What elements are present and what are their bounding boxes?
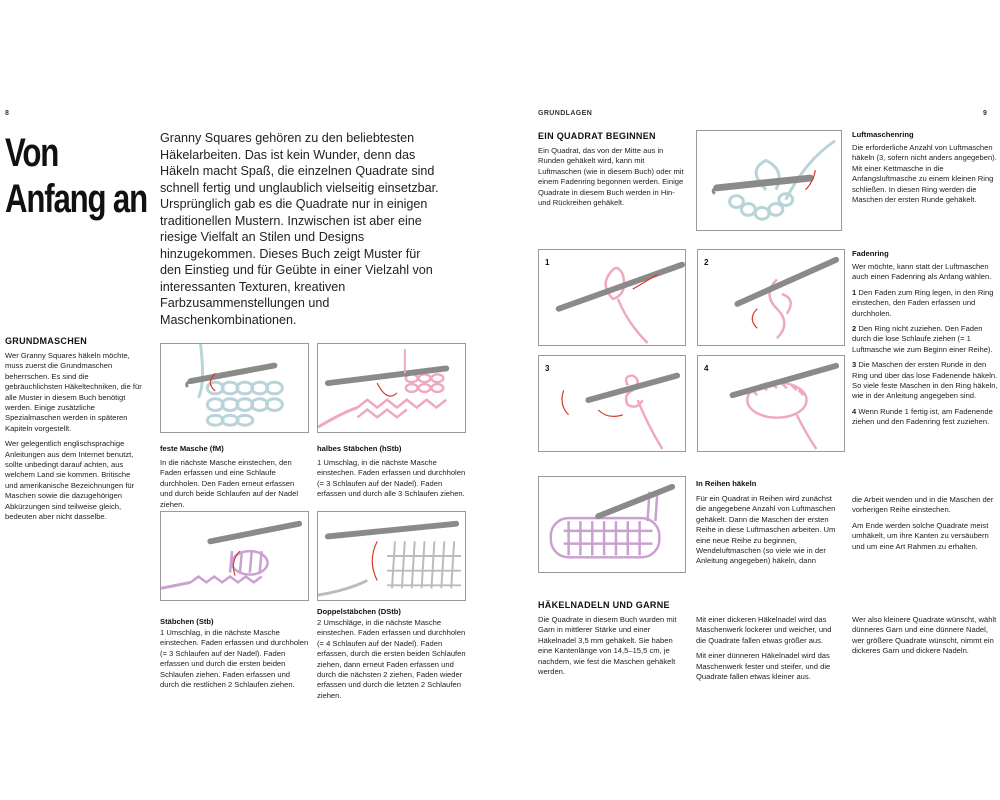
luftmaschenring-block — [852, 130, 998, 205]
nadeln-heading: HÄKELNADELN UND GARNE — [538, 600, 670, 610]
illustration-fadenring-step2 — [697, 249, 845, 346]
panel-number-4: 4 — [704, 364, 709, 373]
stitch-text-dstb: 2 Umschläge, in die nächste Masche einstechen. Faden erfassen und durchholen (= 4 Schlaufen auf der Nadel). Faden erfassen, durch die ersten beiden Schlaufen ziehen, dann erneut Faden erfassen und durch die nächsten 2 ziehen, Faden wieder erfassen und durch die letzten 2 Schlaufen ziehen. — [317, 618, 466, 700]
fadenring-step-1: 1 Den Faden zum Ring legen, in den Ring einstechen, den Faden erfassen und durchholen. — [852, 287, 994, 318]
intro-paragraph-1: Granny Squares gehören zu den beliebtesten Häkelarbeiten. Das ist kein Wunder, denn das Häkeln macht Spaß, die einzelnen Quadrate sind schnell fertig und unglaublich vielseitig einsetzbar. — [160, 131, 439, 195]
illustration-fadenring-step1 — [538, 249, 686, 346]
reihen-text-continued — [852, 495, 998, 557]
right-page-number: 9 — [983, 110, 987, 117]
fadenring-step-3: 3 Die Maschen der ersten Runde in den Ring und über das lose Fadenende häkeln. So viele feste Maschen in den Ring häkeln, wie in der Anleitung angegeben sind. — [852, 360, 998, 401]
panel-number-3: 3 — [545, 364, 550, 373]
illustration-reihen — [538, 476, 686, 573]
fadenring-block — [852, 249, 998, 428]
stitch-caption-stb: Stäbchen (Stb) — [160, 617, 214, 626]
quadrat-text: Ein Quadrat, das von der Mitte aus in Runden gehäkelt wird, kann mit Luftmaschen (wie in diesem Buch) oder mit einem Fadenring begonnen werden. Einige Quadrate in diesem Buch werden in Hin- und Rückreihen gehäkelt. — [538, 146, 684, 208]
illustration-luftmaschenring — [696, 130, 842, 231]
stitch-caption-hstb: halbes Stäbchen (hStb) — [317, 444, 402, 453]
stitch-text-hstb: 1 Umschlag, in die nächste Masche einstechen. Faden erfassen und durchholen (= 3 Schlaufen auf der Nadel). Faden erfassen und durch alle 3 Schlaufen ziehen. — [317, 458, 466, 499]
nadeln-column-2b: Mit einer dünneren Häkelnadel wird das Maschenwerk fester und steifer, und die Quadrate fallen etwas kleiner aus. — [696, 651, 831, 682]
nadeln-column-1: Die Quadrate in diesem Buch wurden mit Garn in mittlerer Stärke und einer Häkelnadel 3,5 mm gehäkelt. Sie haben eine Kantenlänge von 14,5–15,5 cm, je nachdem, wie fest die Maschen gehäkelt werden. — [538, 615, 677, 677]
chapter-title — [5, 130, 147, 222]
panel-number-1: 1 — [545, 258, 550, 267]
reihen-caption: In Reihen häkeln — [696, 479, 757, 488]
quadrat-heading: EIN QUADRAT BEGINNEN — [538, 131, 656, 141]
nadeln-column-2 — [696, 615, 842, 687]
fadenring-caption: Fadenring — [852, 249, 889, 258]
fadenring-intro: Wer möchte, kann statt der Luftmaschen auch einen Fadenring als Anfang wählen. — [852, 262, 992, 282]
reihen-text-2a: die Arbeit wenden und in die Maschen der vorherigen Reihe einstechen. — [852, 495, 994, 515]
luftmaschenring-caption: Luftmaschenring — [852, 130, 914, 139]
grundmaschen-paragraph-2: Wer gelegentlich englischsprachige Anleitungen aus dem Internet benutzt, sollte unbedingt darauf achten, aus welchem Land sie kommen. Britische und amerikanische Bezeichnungen für Maschen sowie die dazugehörigen Abkürzungen sind teilweise gleich, bedeuten aber nicht dasselbe. — [5, 439, 135, 522]
stitch-caption-dstb: Doppelstäbchen (DStb) — [317, 607, 401, 616]
grundmaschen-heading: GRUNDMASCHEN — [5, 336, 88, 346]
stitch-block-fm — [160, 444, 309, 510]
illustration-fadenring-step3 — [538, 355, 686, 452]
stitch-text-stb: 1 Umschlag, in die nächste Masche einstechen. Faden erfassen und durchholen (= 3 Schlaufen auf der Nadel). Faden erfassen und durch die ersten beiden Schlaufen ziehen. Faden erfassen und durch die restlichen 2 Schlaufen ziehen. — [160, 628, 309, 690]
chapter-title-line2: Anfang an — [5, 177, 147, 221]
stitch-block-stb — [160, 617, 309, 690]
stitch-block-dstb — [317, 607, 466, 701]
intro-paragraph-2: Ursprünglich gab es die Quadrate nur in einigen traditionellen Mustern. Inzwischen ist aber eine riesige Vielfalt an Stilen und Designs hinzugekommen. Dieses Buch zeigt Muster für den Einstieg und für Geübte in einer Vielzahl von interessanten Texturen, kreativen Farbzusammenstellungen und Maschenkombinationen. — [160, 197, 433, 327]
stitch-text-fm: In die nächste Masche einstechen, den Faden erfassen und eine Schlaufe durchholen. Den Faden erneut erfassen und durch beide Schlaufen auf der Nadel ziehen. — [160, 458, 299, 509]
fadenring-step-2: 2 Den Ring nicht zuziehen. Den Faden durch die lose Schlaufe ziehen (= 1 Luftmasche wie zum Beginn einer Reihe). — [852, 324, 993, 354]
reihen-block — [696, 479, 842, 567]
illustration-feste-masche — [160, 343, 309, 433]
fadenring-step-4: 4 Wenn Runde 1 fertig ist, am Fadenende ziehen und den Fadenring fest zuziehen. — [852, 406, 993, 427]
luftmaschenring-text: Die erforderliche Anzahl von Luftmaschen häkeln (3, sofern nicht anders angegeben). Mit einer Kettmasche in die Anfangsluftmasche zu einem kleinen Ring schließen. In diesen Ring werden die Maschen der ersten Runde gehäkelt. — [852, 143, 997, 205]
panel-number-2: 2 — [704, 258, 709, 267]
running-head: GRUNDLAGEN — [538, 110, 593, 117]
grundmaschen-text — [5, 351, 143, 528]
illustration-fadenring-step4 — [697, 355, 845, 452]
reihen-text-2b: Am Ende werden solche Quadrate meist umhäkelt, um ihre Kanten zu versäubern und um eine Art Rahmen zu erhalten. — [852, 520, 989, 551]
nadeln-column-3: Wer also kleinere Quadrate wünscht, wählt dünneres Garn und eine dünnere Nadel, wer größere Quadrate wünscht, nimmt ein dickeres Garn und dickere Nadeln. — [852, 615, 997, 656]
illustration-doppelstaebchen — [317, 511, 466, 601]
chapter-title-line1: Von — [5, 131, 59, 175]
grundmaschen-paragraph-1: Wer Granny Squares häkeln möchte, muss zuerst die Grundmaschen beherrschen. Es sind die gebräuchlichsten Häkeltechniken, die für alle Muster in diesem Buch benötigt werden. Einige zusätzliche Spezialmaschen werden in späteren Kapiteln vorgestellt. — [5, 351, 142, 433]
reihen-text: Für ein Quadrat in Reihen wird zunächst die angegebene Anzahl von Luftmaschen gehäkelt. Dann die Maschen der ersten Reihe in diese Luftmaschen arbeiten. Um eine neue Reihe zu beginnen, Wendeluftmaschen (so viele wie in der Anleitung angegeben) häkeln, dann — [696, 494, 836, 566]
stitch-caption-fm: feste Masche (fM) — [160, 444, 224, 453]
illustration-staebchen — [160, 511, 309, 601]
left-page-number: 8 — [5, 110, 9, 117]
nadeln-column-2a: Mit einer dickeren Häkelnadel wird das Maschenwerk lockerer und weicher, und die Quadrate fallen etwas größer aus. — [696, 615, 832, 645]
illustration-halbes-staebchen — [317, 343, 466, 433]
stitch-block-hstb — [317, 444, 466, 500]
